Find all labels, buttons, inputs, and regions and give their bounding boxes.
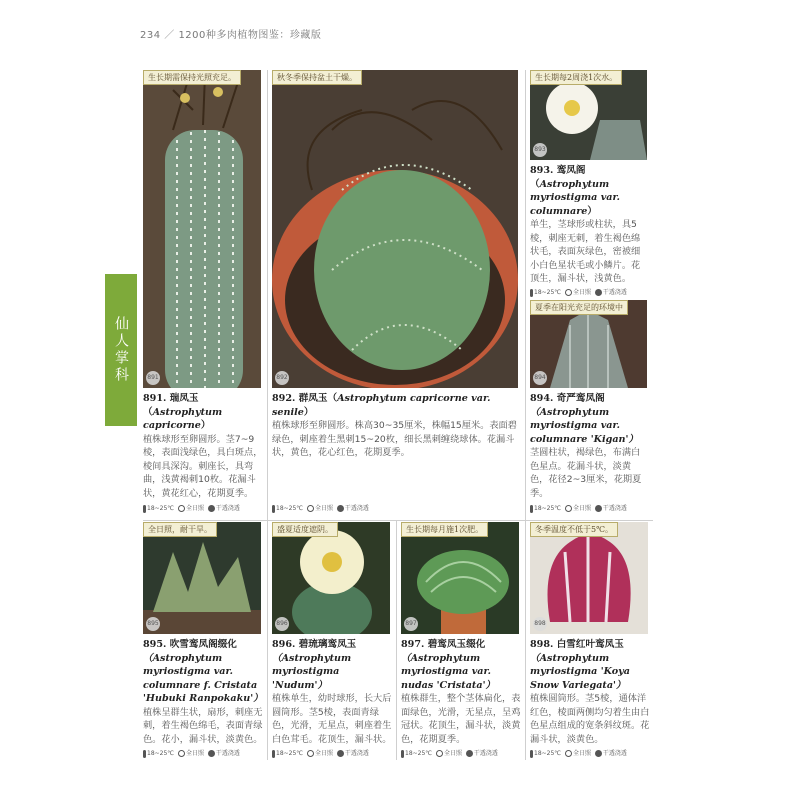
care-icons xyxy=(143,503,242,513)
entry-description: 植株球形至卵圆形。株高30~35厘米，株幅15厘米。表面碧绿色，刺座着生黑刺15~20枚，细长黑刺缠绕球体。花漏斗状，黄色，花心红色，花期夏季。 xyxy=(272,420,517,458)
entry-text-893 xyxy=(530,164,648,286)
sun-label: 全日照 xyxy=(572,505,591,512)
water-label: 干透浇透 xyxy=(602,505,627,512)
care-icons xyxy=(530,287,629,297)
care-icons xyxy=(401,748,500,758)
number-badge: 898 xyxy=(533,617,547,631)
water-icon xyxy=(595,289,602,296)
thermometer-icon xyxy=(272,750,275,758)
entry-description: 植株单生，幼时球形，长大后圆筒形。茎5棱，表面青绿色，光滑，无星点，刺座着生白色茸毛。花顶生，漏斗状。 xyxy=(272,693,392,745)
care-caption: 冬季温度不低于5℃。 xyxy=(530,522,618,537)
thermometer-icon xyxy=(272,505,275,513)
entry-title: 897. 碧鸾凤玉缀化 xyxy=(401,639,486,650)
care-icons xyxy=(272,748,371,758)
entry-text-891 xyxy=(143,392,263,500)
sun-label: 全日照 xyxy=(185,505,204,512)
care-caption: 夏季在阳光充足的环境中 xyxy=(530,300,628,315)
sun-icon xyxy=(436,750,443,757)
entry-description: 植株呈群生状，扇形，刺座无刺，着生褐色绵毛，表面青绿色。花小，漏斗状，淡黄色。 xyxy=(143,706,263,745)
sun-label: 全日照 xyxy=(572,750,591,757)
entry-description: 茎圆柱状，褐绿色，布满白色星点。花漏斗状，淡黄色，花径2~3厘米，花期夏季。 xyxy=(530,447,642,499)
column-divider xyxy=(525,520,526,760)
entry-text-897 xyxy=(401,638,523,746)
entry-latin: （Astrophytum myriostigma 'Nudum'） xyxy=(272,652,352,691)
photo-892 xyxy=(272,70,518,388)
water-label: 干透浇透 xyxy=(215,750,240,757)
entry-title: 895. 吹雪鸾凤阁缀化 xyxy=(143,639,237,650)
entry-title-end: ） xyxy=(200,420,211,431)
water-label: 干透浇透 xyxy=(602,750,627,757)
temp-label: 18~25℃ xyxy=(405,750,433,757)
photo-897 xyxy=(401,522,519,634)
water-icon xyxy=(337,505,344,512)
sun-icon xyxy=(178,505,185,512)
number-badge: 896 xyxy=(275,617,289,631)
sun-label: 全日照 xyxy=(314,505,333,512)
entry-latin: （Astrophytum myriostigma 'Koya Snow Variegata'） xyxy=(530,652,630,691)
temp-label: 18~25℃ xyxy=(147,505,175,512)
thermometer-icon xyxy=(401,750,404,758)
entry-text-892 xyxy=(272,392,520,460)
number-badge: 891 xyxy=(146,371,160,385)
photo-891 xyxy=(143,70,261,388)
sun-label: 全日照 xyxy=(572,289,591,296)
row-divider xyxy=(143,520,653,521)
water-icon xyxy=(208,505,215,512)
care-caption: 生长期每2周浇1次水。 xyxy=(530,70,622,85)
entry-latin: （Astrophytum myriostigma var. nudas 'Cristata'） xyxy=(401,652,496,691)
care-icons xyxy=(272,503,371,513)
temp-label: 18~25℃ xyxy=(534,750,562,757)
water-icon xyxy=(595,750,602,757)
care-icons xyxy=(143,748,242,758)
water-icon xyxy=(337,750,344,757)
column-divider xyxy=(267,70,268,520)
photo-896 xyxy=(272,522,390,634)
thermometer-icon xyxy=(530,750,533,758)
water-label: 干透浇透 xyxy=(215,505,240,512)
page-header: 234 ／ 1200种多肉植物图鉴：珍藏版 xyxy=(140,30,322,41)
care-icons xyxy=(530,748,629,758)
entry-latin: （Astrophytum myriostigma var. columnare 'Kigan'） xyxy=(530,406,639,445)
sun-label: 全日照 xyxy=(185,750,204,757)
thermometer-icon xyxy=(530,505,533,513)
entry-text-894 xyxy=(530,392,648,500)
water-icon xyxy=(466,750,473,757)
temp-label: 18~25℃ xyxy=(534,289,562,296)
sun-icon xyxy=(307,750,314,757)
chapter-side-tab: 仙人掌科 xyxy=(105,274,137,426)
water-icon xyxy=(208,750,215,757)
care-caption: 生长期需保持光照充足。 xyxy=(143,70,241,85)
temp-label: 18~25℃ xyxy=(276,505,304,512)
entry-latin: （Astrophytum myriostigma var. columnare f. Cristata 'Hubuki Ranpokaku'） xyxy=(143,652,263,704)
water-label: 干透浇透 xyxy=(344,750,369,757)
sun-label: 全日照 xyxy=(443,750,462,757)
entry-title: 893. 鸾凤阁（ xyxy=(530,165,586,190)
entry-text-896 xyxy=(272,638,394,746)
entry-description: 植株群生，整个茎体扁化，表面绿色，光滑，无星点，呈鸡冠状。花顶生，漏斗状，淡黄色，花期夏季。 xyxy=(401,693,521,745)
photo-893 xyxy=(530,70,647,160)
entry-description: 单生，茎球形或柱状，具5棱，刺座无刺，着生褐色绵状毛，表面灰绿色，密被细小白色星状毛或小鳞片。花顶生，漏斗状，浅黄色。 xyxy=(530,219,641,284)
thermometer-icon xyxy=(143,505,146,513)
sun-icon xyxy=(307,505,314,512)
water-icon xyxy=(595,505,602,512)
entry-text-898 xyxy=(530,638,654,746)
thermometer-icon xyxy=(143,750,146,758)
column-divider xyxy=(525,70,526,520)
number-badge: 895 xyxy=(146,617,160,631)
temp-label: 18~25℃ xyxy=(276,750,304,757)
entry-latin: Astrophytum capricorne var. senile xyxy=(272,393,491,418)
care-caption: 秋冬季保持盆土干燥。 xyxy=(272,70,362,85)
water-label: 干透浇透 xyxy=(473,750,498,757)
water-label: 干透浇透 xyxy=(344,505,369,512)
sun-icon xyxy=(178,750,185,757)
entry-title-end: ） xyxy=(587,205,597,217)
entry-title: 894. 奇严鸾凤阁 xyxy=(530,393,605,404)
column-divider xyxy=(396,520,397,760)
sun-icon xyxy=(565,289,572,296)
entry-title: 891. 瑞凤玉（ xyxy=(143,393,199,418)
entry-title: 892. 群凤玉（ xyxy=(272,393,338,404)
sun-label: 全日照 xyxy=(314,750,333,757)
number-badge: 892 xyxy=(275,371,289,385)
care-caption: 全日照，耐干旱。 xyxy=(143,522,217,537)
photo-894 xyxy=(530,300,647,388)
water-label: 干透浇透 xyxy=(602,289,627,296)
care-icons xyxy=(530,503,629,513)
entry-title-end: ） xyxy=(303,406,314,418)
entry-latin: Astrophytum capricorne xyxy=(143,406,223,431)
sun-icon xyxy=(565,505,572,512)
number-badge: 893 xyxy=(533,143,547,157)
photo-898 xyxy=(530,522,648,634)
thermometer-icon xyxy=(530,289,533,297)
temp-label: 18~25℃ xyxy=(534,505,562,512)
temp-label: 18~25℃ xyxy=(147,750,175,757)
entry-title: 896. 碧琉璃鸾凤玉 xyxy=(272,639,357,650)
number-badge: 894 xyxy=(533,371,547,385)
number-badge: 897 xyxy=(404,617,418,631)
care-caption: 生长期每月施1次肥。 xyxy=(401,522,488,537)
photo-895 xyxy=(143,522,261,634)
entry-title: 898. 白雪红叶鸾凤玉 xyxy=(530,639,624,650)
entry-text-895 xyxy=(143,638,265,746)
sun-icon xyxy=(565,750,572,757)
entry-description: 植株圆筒形。茎5棱，通体洋红色，棱面两侧均匀着生由白色星点组成的宽条斜纹斑。花漏斗状，淡黄色。 xyxy=(530,693,650,745)
entry-latin: Astrophytum myriostigma var. columnare xyxy=(530,178,621,217)
entry-description: 植株球形至卵圆形。茎7~9棱，表面浅绿色，具白斑点，棱间具深沟。刺座长，具弯曲，浅黄褐刺10枚。花漏斗状，黄花红心，花期夏季。 xyxy=(143,433,263,499)
column-divider xyxy=(267,520,268,760)
care-caption: 盛夏适度遮阴。 xyxy=(272,522,338,537)
